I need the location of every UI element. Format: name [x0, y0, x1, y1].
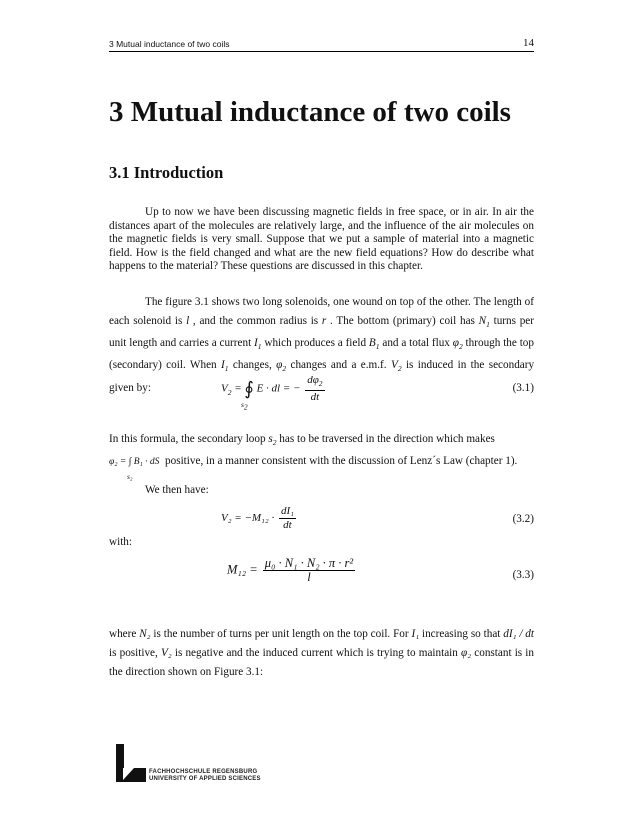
paragraph-where: where N₂ is the number of turns per unit length on the top coil. For I₁ increasing so that dI₁ / dt is positive, V₂ is negative and the induced current which is trying to maintain φ₂ constant is in the direction shown on Figure 3.1:	[109, 628, 535, 678]
paragraph-solenoids: The figure 3.1 shows two long solenoids, one wound on top of the other. The length of each solenoid is l , and the common radius is r . The bottom (primary) coil has $N_1$ turns per unit length and carries a current $I_1$ which produces a field $B_1$ and a total flux $\varphi_2$ through the top (secondary) coil. When $I_1$ changes, $\varphi_2$ changes and a e.m.f. $V_2$ is induced in the secondary given by:	[109, 296, 535, 394]
fraction: $\frac{\text{μ₀ · N₁ · N₂ · π · r²}}{l}$	[264, 556, 354, 584]
equation-number: (3.3)	[512, 569, 534, 581]
equation-3-3: M₁₂ = $\frac{\text{μ₀ · N₁ · N₂ · π · r²}}{l}$ (3.3)	[227, 556, 534, 584]
contour-integral-symbol: ∮	[244, 378, 254, 399]
flux-integral: φ₂ = ∫ B₁ · dS s₂	[109, 457, 160, 482]
section-title: 3.1 Introduction	[109, 163, 224, 182]
logo-text-line-2: UNIVERSITY OF APPLIED SCIENCES	[149, 776, 261, 782]
paragraph-intro-text: Up to now we have been discussing magnetic fields in free space, or in air. In air the distances apart of the molecules are relatively large, and the influence of the air molecules on the magnetic fields is very small. Suppose that we put a sample of material into a magnetic field. How is the field changed and what are the new field equations? How do describe what happens to the material? These questions are discussed in this chapter.	[109, 206, 534, 273]
running-title: 3 Mutual inductance of two coils	[109, 39, 230, 49]
paragraph-intro	[109, 206, 534, 274]
university-logo	[116, 744, 261, 784]
page-header	[109, 37, 534, 52]
fraction: $\frac{\text{dI₁}}{dt}$	[280, 505, 294, 531]
paragraph-then: We then have:	[145, 484, 209, 496]
equation-number: (3.1)	[512, 382, 534, 394]
with-label: with:	[109, 536, 132, 548]
equation-number: (3.2)	[512, 513, 534, 525]
equation-3-2: V₂ = −M₁₂ · $\frac{\text{dI₁}}{dt}$ (3.2)	[221, 505, 534, 531]
fraction: $\frac{d\varphi_2}{dt}$	[307, 374, 323, 404]
page-number: 14	[523, 37, 534, 49]
paragraph-formula: In this formula, the secondary loop $s_2$ has to be traversed in the direction which makes φ₂ = ∫ B₁ · dS s₂ positive, in a manner consistent with the discussion of Lenz´s Law (chapter 1).	[109, 433, 518, 482]
university-logo-mark	[116, 744, 146, 782]
chapter-title: 3 Mutual inductance of two coils	[109, 96, 511, 128]
logo-text-line-1: FACHHOCHSCHULE REGENSBURG	[149, 769, 258, 775]
equation-3-1: $V_2$ = ∮ E · dl = − $\frac{d\varphi_2}{dt}$ $s_2$ (3.1)	[221, 374, 534, 412]
